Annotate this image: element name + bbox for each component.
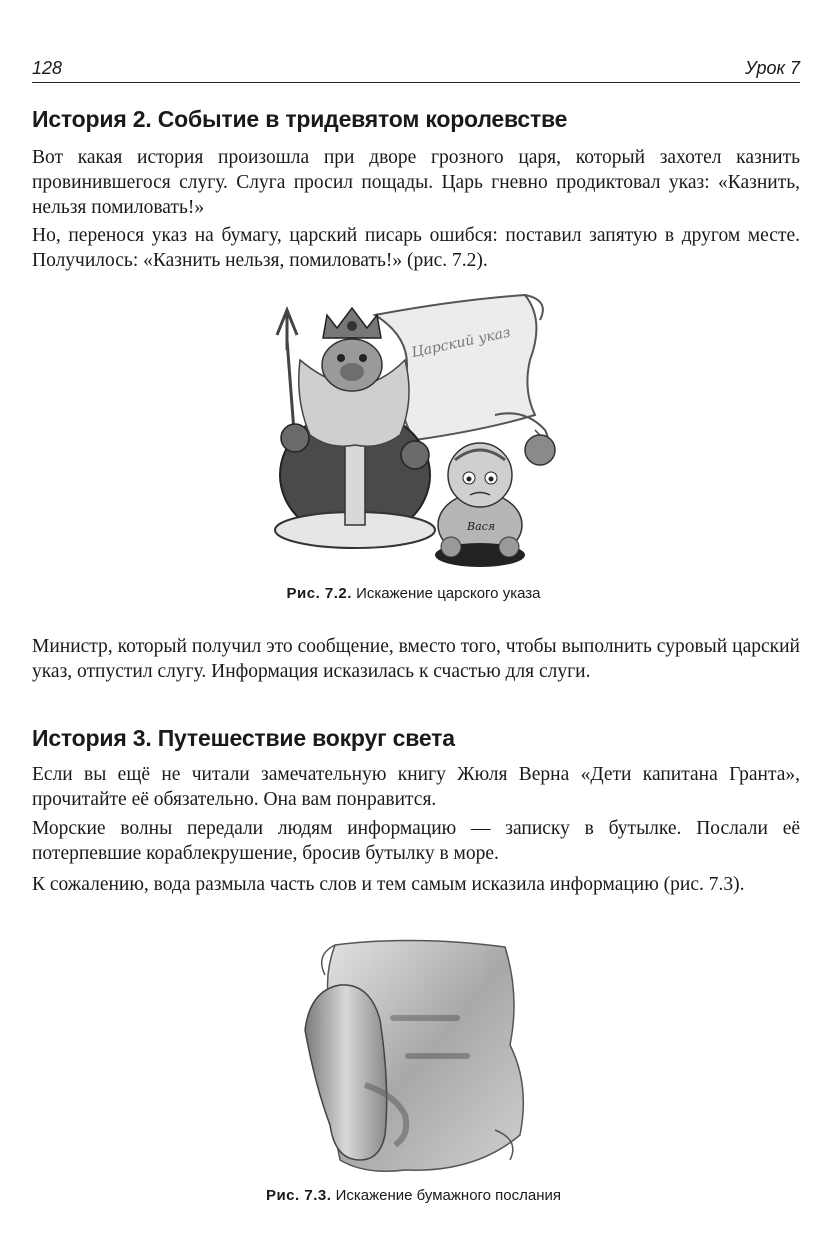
story3-paragraph-1: Если вы ещё не читали замечательную книгу Жюля Верна «Дети капитана Гранта», прочитайте её обязательно. Она вам понравится. <box>32 764 800 810</box>
page-header <box>32 58 800 83</box>
story2-paragraph-3: Министр, который получил это сообщение, вместо того, чтобы выполнить суровый царский указ, отпустил слугу. Информация исказилась к счастью для слуги. <box>32 636 800 682</box>
figure-7-3-caption <box>0 1187 827 1204</box>
figure-7-2-caption <box>0 585 827 602</box>
story3-paragraph-2: Морские волны передали людям информацию — записку в бутылке. Послали её потерпевшие кораблекрушение, бросив бутылку в море. <box>32 818 800 864</box>
chapter-title: Урок 7 <box>745 58 800 78</box>
story2-paragraph-2: Но, перенося указ на бумагу, царский писарь ошибся: поставил запятую в другом месте. Получилось: «Казнить нельзя, помиловать!» (рис. 7.2). <box>32 225 800 271</box>
scroll-text: Царский указ <box>410 324 512 362</box>
story2-paragraph-1: Вот какая история произошла при дворе грозного царя, который захотел казнить провинившегося слугу. Слуга просил пощады. Царь гневно продиктовал указ: «Казнить, нельзя помиловать!» <box>32 147 800 218</box>
shirt-text: Вася <box>467 520 496 533</box>
washed-message-illustration <box>295 935 535 1180</box>
figure-7-2-label: Рис. 7.2. <box>286 585 352 602</box>
figure-7-3-label: Рис. 7.3. <box>265 1187 332 1204</box>
figure-7-2-text: Искажение царского указа <box>356 585 541 602</box>
page-number: 128 <box>32 58 63 78</box>
story3-heading: История 3. Путешествие вокруг света <box>32 725 455 751</box>
tsar-decree-illustration <box>255 290 585 580</box>
figure-7-3-text: Искажение бумажного послания <box>335 1187 562 1204</box>
story3-paragraph-3: К сожалению, вода размыла часть слов и тем самым исказила информацию (рис. 7.3). <box>32 874 745 895</box>
story2-heading: История 2. Событие в тридевятом королевстве <box>32 106 568 132</box>
